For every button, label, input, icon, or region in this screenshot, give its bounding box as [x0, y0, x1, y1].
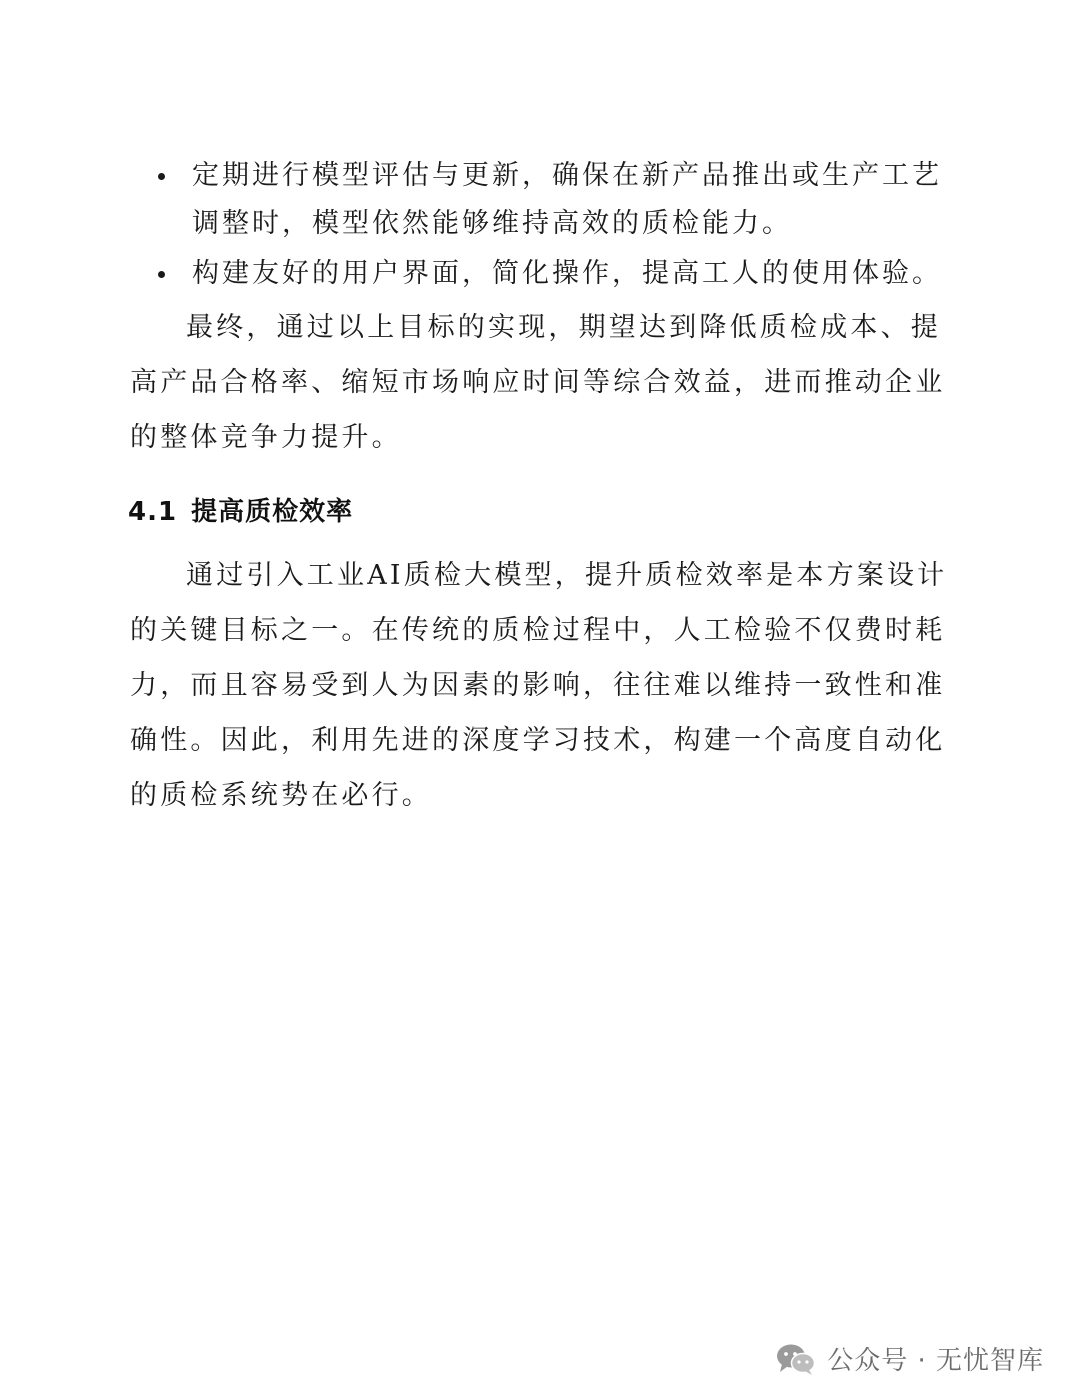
section-paragraph: 通过引入工业AI质检大模型，提升质检效率是本方案设计的关键目标之一。在传统的质检过程中，人工检验不仅费时耗力，而且容易受到人为因素的影响，往往难以维持一致性和准确性。因此，利用先进的深度学习技术，构建一个高度自动化的质检系统势在必行。: [130, 560, 948, 811]
watermark-text: 公众号 · 无忧智库: [827, 1346, 1044, 1376]
watermark: [775, 1340, 1044, 1377]
bullet-item: [130, 152, 960, 248]
bullet-text: 构建友好的用户界面，简化操作，提高工人的使用体验。: [192, 258, 942, 289]
section-number: 4.1: [128, 497, 178, 527]
section-title: 提高质检效率: [191, 497, 354, 527]
wechat-icon: [775, 1342, 817, 1376]
bullet-text: 定期进行模型评估与更新，确保在新产品推出或生产工艺调整时，模型依然能够维持高效的质检能力。: [192, 160, 942, 239]
summary-paragraph: 最终，通过以上目标的实现，期望达到降低质检成本、提高产品合格率、缩短市场响应时间等综合效益，进而推动企业的整体竞争力提升。: [130, 312, 946, 453]
bullet-dot-icon: [158, 271, 165, 278]
section-heading: [128, 492, 353, 532]
bullet-item: [130, 250, 960, 298]
bullet-list: [130, 152, 960, 300]
bullet-dot-icon: [158, 173, 165, 180]
